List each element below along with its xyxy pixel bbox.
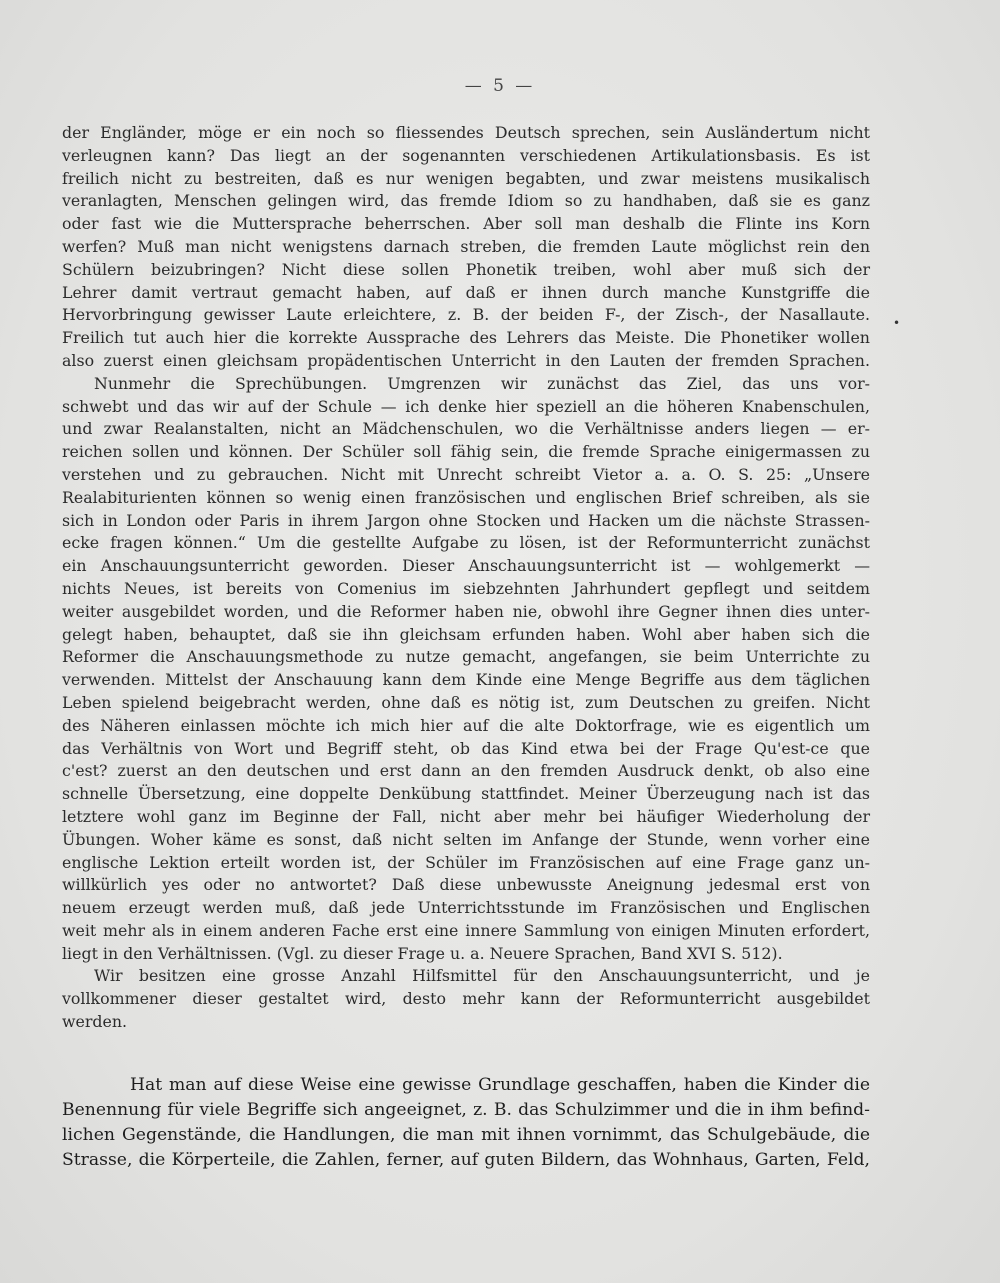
text-line: oder fast wie die Muttersprache beherrschen. Aber soll man deshalb die Flinte ins Korn <box>62 214 870 234</box>
text-line: Benennung für viele Begriffe sich angeeignet, z. B. das Schulzimmer und die in ihm befind- <box>62 1100 870 1120</box>
text-line: vollkommener dieser gestaltet wird, desto mehr kann der Reformunterricht ausgebildet <box>62 989 870 1009</box>
text-line: Hat man auf diese Weise eine gewisse Grundlage geschaffen, haben die Kinder die <box>130 1075 870 1095</box>
page-number: — 5 — <box>464 76 536 96</box>
text-line: Übungen. Woher käme es sonst, daß nicht selten im Anfange der Stunde, wenn vorher eine <box>62 829 870 849</box>
text-line: Nunmehr die Sprechübungen. Umgrenzen wir zunächst das Ziel, das uns vor- <box>94 373 870 393</box>
text-line: weiter ausgebildet worden, und die Reformer haben nie, obwohl ihre Gegner ihnen dies unter- <box>62 601 870 621</box>
text-line: Freilich tut auch hier die korrekte Aussprache des Lehrers das Meiste. Die Phonetiker wollen <box>62 328 870 348</box>
text-line: c'est? zuerst an den deutschen und erst dann an den fremden Ausdruck denkt, ob also eine <box>62 761 870 781</box>
text-line: veranlagten, Menschen gelingen wird, das fremde Idiom so zu handhaben, daß sie es ganz <box>62 191 870 211</box>
text-line: das Verhältnis von Wort und Begriff steht, ob das Kind etwa bei der Frage Qu'est-ce que <box>62 738 870 758</box>
text-line: willkürlich yes oder no antwortet? Daß diese unbewusste Aneignung jedesmal erst von <box>62 875 870 895</box>
text-line: Hervorbringung gewisser Laute erleichtere, z. B. der beiden F-, der Zisch-, der Nasallaute. <box>62 305 870 325</box>
text-line: gelegt haben, behauptet, daß sie ihn gleichsam erfunden haben. Wohl aber haben sich die <box>62 624 870 644</box>
text-line: verwenden. Mittelst der Anschauung kann dem Kinde eine Menge Begriffe aus dem täglichen <box>62 670 870 690</box>
text-line: werden. <box>62 1012 128 1032</box>
text-line: neuem erzeugt werden muß, daß jede Unterrichtsstunde im Französischen und Englischen <box>62 898 870 918</box>
text-line: werfen? Muß man nicht wenigstens darnach streben, die fremden Laute möglichst rein den <box>62 236 870 256</box>
text-line: Wir besitzen eine grosse Anzahl Hilfsmittel für den Anschauungsunterricht, und je <box>94 966 870 986</box>
text-line: der Engländer, möge er ein noch so fliessendes Deutsch sprechen, sein Ausländertum nicht <box>62 123 870 142</box>
text-line: verleugnen kann? Das liegt an der sogenannten verschiedenen Artikulationsbasis. Es ist <box>62 145 870 165</box>
text-line: ecke fragen können.“ Um die gestellte Aufgabe zu lösen, ist der Reformunterricht zunächst <box>62 533 870 553</box>
text-line: sich in London oder Paris in ihrem Jargon ohne Stocken und Hacken um die nächste Strassen- <box>62 510 870 530</box>
text-line: englische Lektion erteilt worden ist, der Schüler im Französischen auf eine Frage ganz un- <box>62 852 870 872</box>
text-line: lichen Gegenstände, die Handlungen, die man mit ihnen vornimmt, das Schulgebäude, die <box>62 1125 870 1145</box>
text-line: Leben spielend beigebracht werden, ohne daß es nötig ist, zum Deutschen zu greifen. Nicht <box>62 692 870 712</box>
text-line: liegt in den Verhältnissen. (Vgl. zu dieser Frage u. a. Neuere Sprachen, Band XVI S. 512). <box>62 943 783 963</box>
text-line: ein Anschauungsunterricht geworden. Dieser Anschauungsunterricht ist — wohlgemerkt — <box>62 556 870 576</box>
text-line: Realabiturienten können so wenig einen französischen und englischen Brief schreiben, als sie <box>62 487 870 507</box>
text-line: Strasse, die Körperteile, die Zahlen, ferner, auf guten Bildern, das Wohnhaus, Garten, Feld, <box>62 1150 870 1170</box>
text-line: also zuerst einen gleichsam propädentischen Unterricht in den Lauten der fremden Sprachen. <box>62 350 870 370</box>
text-line: reichen sollen und können. Der Schüler soll fähig sein, die fremde Sprache einigermassen zu <box>62 442 870 462</box>
text-line: Lehrer damit vertraut gemacht haben, auf daß er ihnen durch manche Kunstgriffe die <box>62 282 870 302</box>
text-line: weit mehr als in einem anderen Fache erst eine innere Sammlung von einigen Minuten erfordert, <box>62 920 870 940</box>
margin-mark: • <box>893 316 901 330</box>
body-text-large <box>62 1073 870 1173</box>
text-line: des Näheren einlassen möchte ich mich hier auf die alte Doktorfrage, wie es eigentlich um <box>62 715 870 735</box>
text-line: letztere wohl ganz im Beginne der Fall, nicht aber mehr bei häufiger Wiederholung der <box>62 806 870 826</box>
text-line: nichts Neues, ist bereits von Comenius im siebzehnten Jahrhundert gepflegt und seitdem <box>62 578 870 598</box>
text-line: schnelle Übersetzung, eine doppelte Denkübung stattfindet. Meiner Überzeugung nach ist das <box>62 784 870 804</box>
text-line: schwebt und das wir auf der Schule — ich denke hier speziell an die höheren Knabenschulen, <box>62 396 870 416</box>
text-line: freilich nicht zu bestreiten, daß es nur wenigen begabten, und zwar meistens musikalisch <box>62 168 870 188</box>
body-text-small <box>62 122 870 1034</box>
text-line: verstehen und zu gebrauchen. Nicht mit Unrecht schreibt Vietor a. a. O. S. 25: „Unsere <box>62 464 870 484</box>
text-line: und zwar Realanstalten, nicht an Mädchenschulen, wo die Verhältnisse anders liegen — er- <box>62 419 870 439</box>
text-line: Reformer die Anschauungsmethode zu nutze gemacht, angefangen, sie beim Unterrichte zu <box>62 647 870 667</box>
text-line: Schülern beizubringen? Nicht diese sollen Phonetik treiben, wohl aber muß sich der <box>62 259 870 279</box>
